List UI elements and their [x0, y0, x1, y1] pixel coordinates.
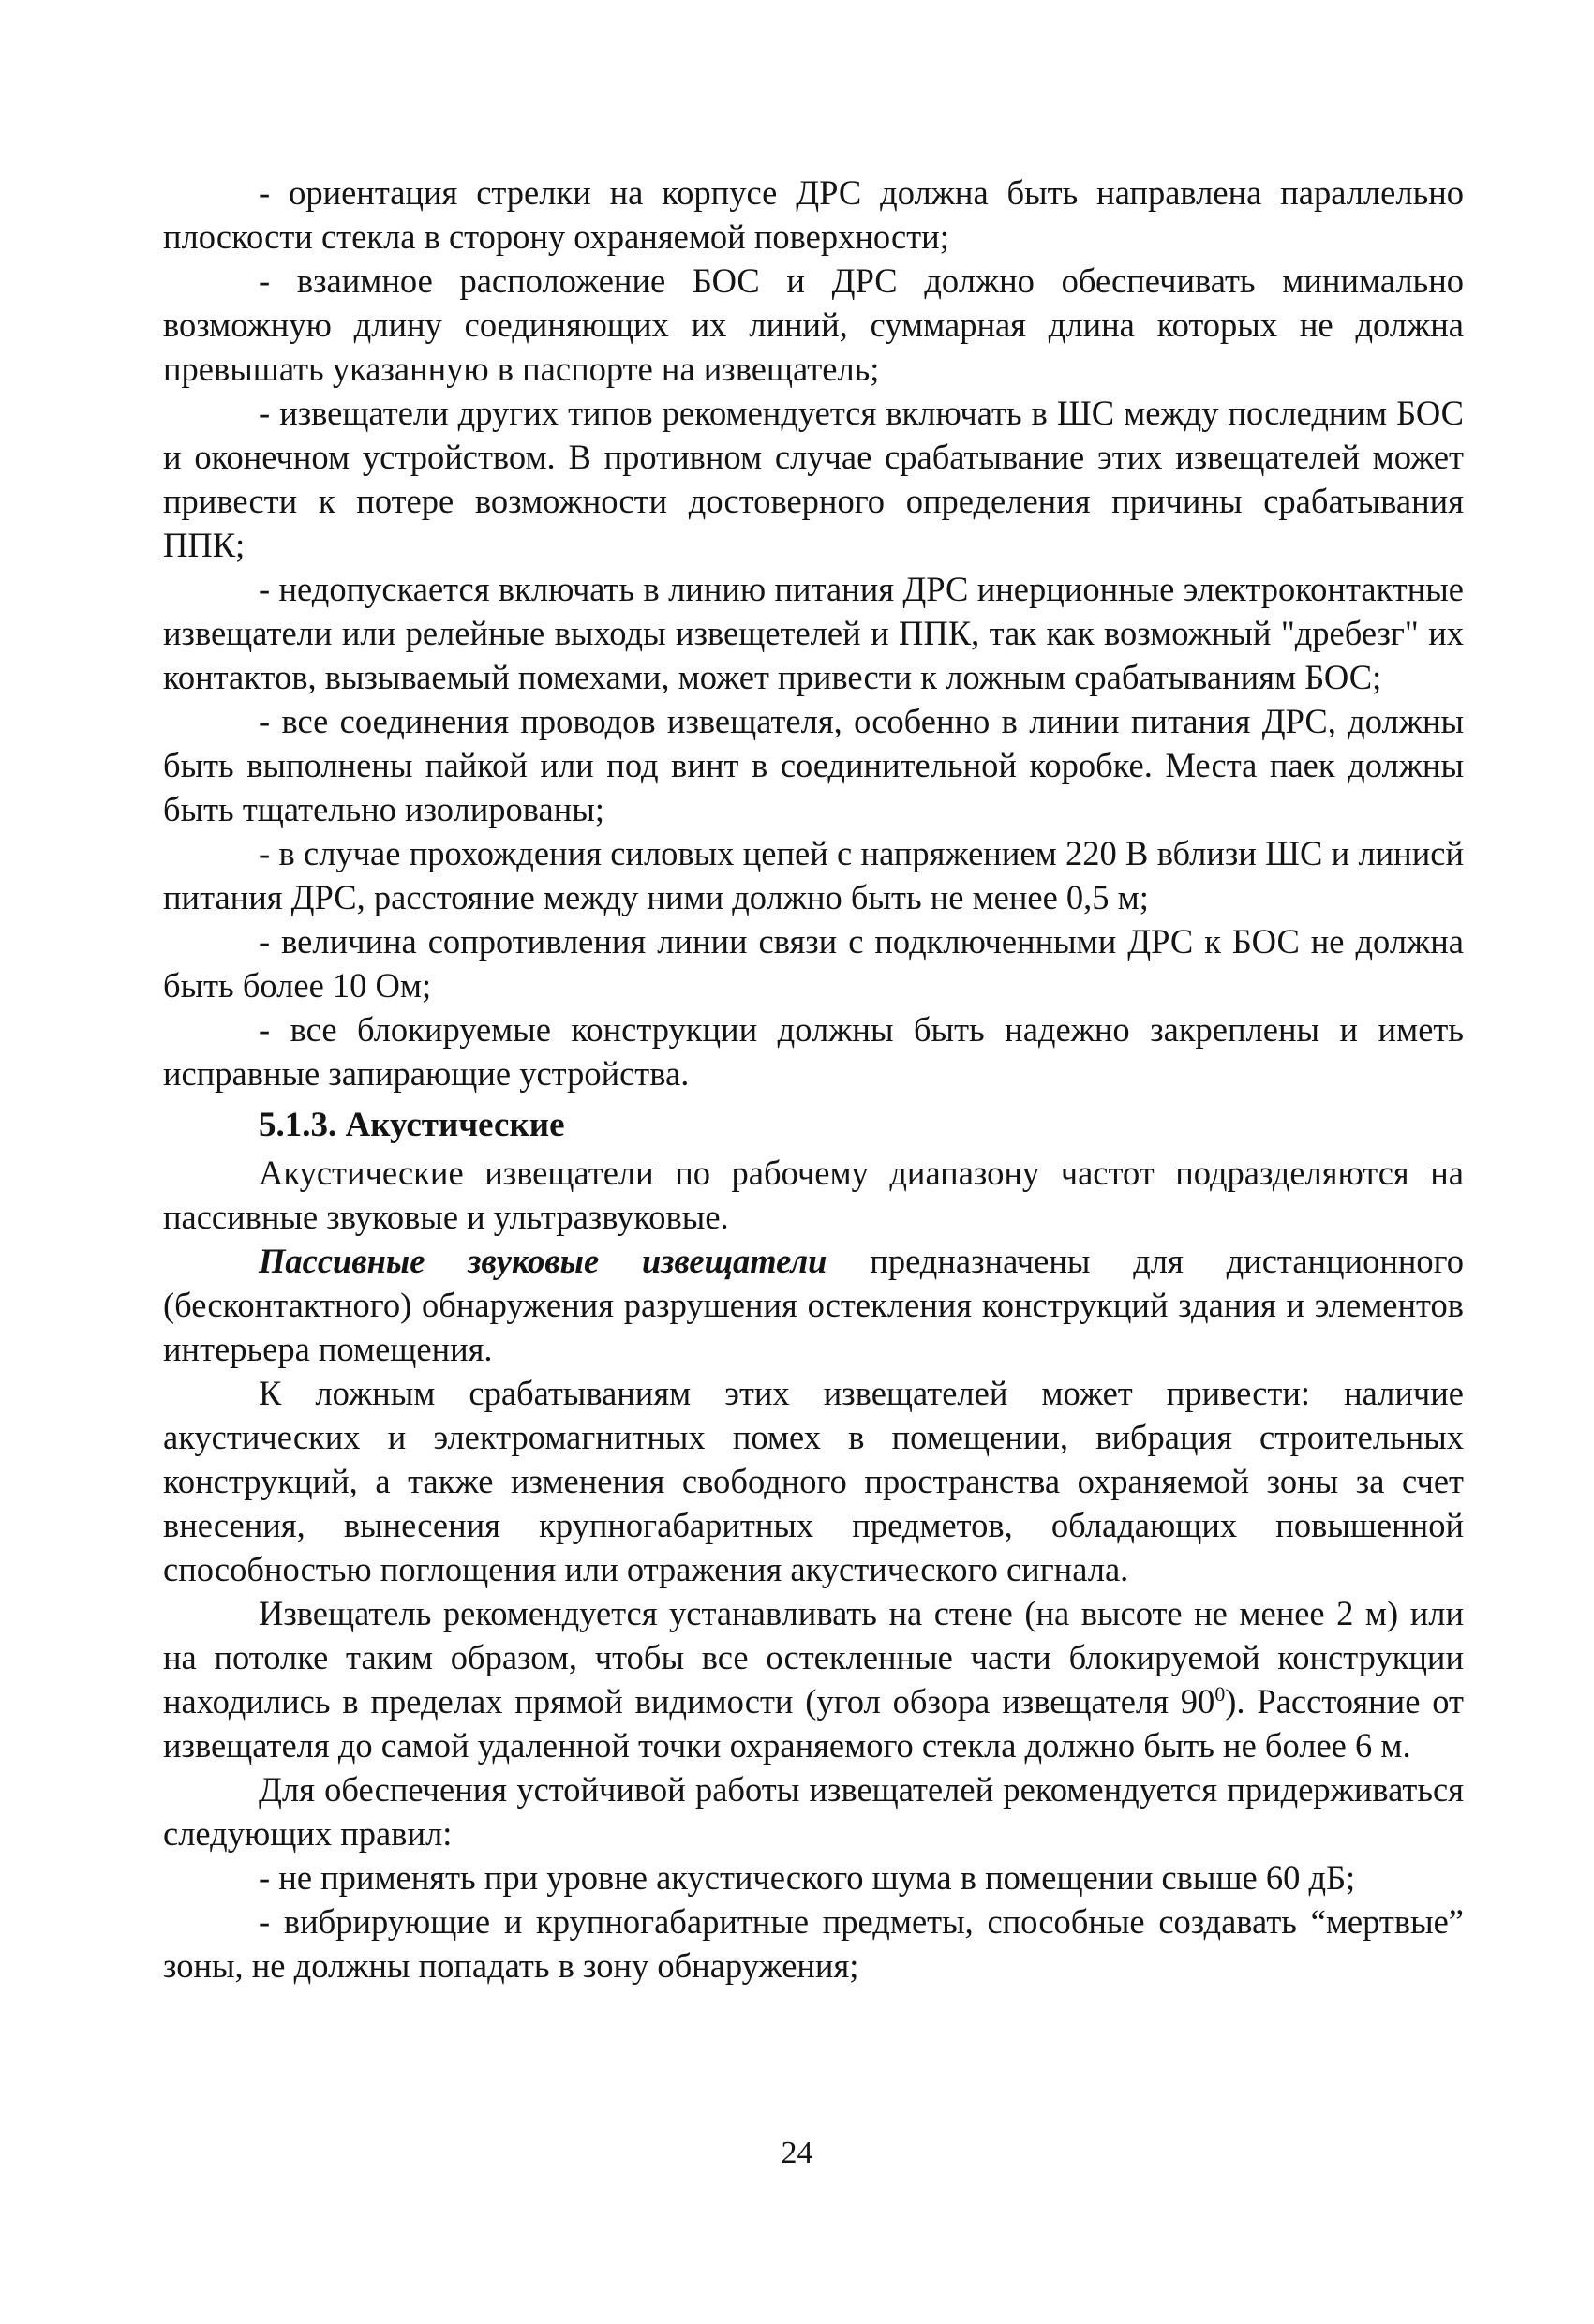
paragraph-stable-operation: Для обеспечения устойчивой работы извещателей рекомендуется придерживаться следующих правил: [163, 1770, 1464, 1853]
paragraph-installation [163, 1591, 1464, 1767]
paragraph-power-circuits: - в случае прохождения силовых цепей с напряжением 220 В вблизи ШС и линисй питания ДРС, расстояние между ними должно быть не менее 0,5 м; [163, 834, 1464, 916]
paragraph-passive-sound [163, 1239, 1464, 1371]
paragraph-arrow-orientation: - ориентация стрелки на корпусе ДРС должна быть направлена параллельно плоскости стекла в сторону охраняемой поверхности; [163, 173, 1464, 256]
page-number: 24 [781, 2136, 813, 2170]
page-body [163, 171, 1464, 1988]
paragraph-line-resistance: - величина сопротивления линии связи с подключенными ДРС к БОС не должна быть более 10 Ом; [163, 922, 1464, 1005]
degree-superscript: 0 [1214, 1681, 1226, 1706]
paragraph-dead-zones: - вибрирующие и крупногабаритные предметы, способные создавать “мертвые” зоны, не должны попадать в зону обнаружения; [163, 1902, 1464, 1985]
paragraph-acoustic-intro: Акустические извещатели по рабочему диапазону частот подразделяются на пассивные звуковые и ультразвуковые. [163, 1154, 1464, 1236]
paragraph-other-detectors: - извещатели других типов рекомендуется включать в ШС между последним БОС и оконечном устройством. В противном случае срабатывание этих извещателей может привести к потере возможности достоверного определения причины срабатывания ППК; [163, 394, 1464, 564]
term-passive-sound-detectors: Пассивные звуковые извещатели [259, 1242, 827, 1280]
installation-text-b: ). Расстояние от извещателя до самой удаленной точки охраняемого стекла должно быть не более 6 м. [163, 1682, 1464, 1765]
section-heading: 5.1.3. Акустические [259, 1106, 565, 1144]
installation-text-a: Извещатель рекомендуется устанавливать на стене (на высоте не менее 2 м) или на потолке таким образом, чтобы все остекленные части блокируемой конструкции находились в пределах прямой видимости (угол обзора извещателя 90 [163, 1594, 1464, 1721]
paragraph-bos-drs-placement: - взаимное расположение БОС и ДРС должно обеспечивать минимально возможную длину соединяющих их линий, суммарная длина которых не должна превышать указанную в паспорте на извещатель; [163, 261, 1464, 388]
paragraph-wire-connections: - все соединения проводов извещателя, особенно в линии питания ДРС, должны быть выполнены пайкой или под винт в соединительной коробке. Места паек должны быть тщательно изолированы; [163, 702, 1464, 828]
paragraph-noise-limit: - не применять при уровне акустического шума в помещении свыше 60 дБ; [259, 1858, 1356, 1897]
paragraph-false-alarms: К ложным срабатываниям этих извещателей может привести: наличие акустических и электромагнитных помех в помещении, вибрация строительных конструкций, а также изменения свободного пространства охраняемой зоны за счет внесения, вынесения крупногабаритных предметов, обладающих повышенной способностью поглощения или отражения акустического сигнала. [163, 1374, 1464, 1588]
paragraph-inertial-contacts: - недопускается включать в линию питания ДРС инерционные электроконтактные извещатели или релейные выходы извещетелей и ППК, так как возможный "дребезг" их контактов, вызываемый помехами, может привести к ложным срабатываниям БОС; [163, 570, 1464, 696]
paragraph-passive-sound-text: предназначены для дистанционного (бесконтактного) обнаружения разрушения остекления конструкций здания и элементов интерьера помещения. [163, 1242, 1464, 1368]
paragraph-blocked-structures: - все блокируемые конструкции должны быть надежно закреплены и иметь исправные запирающие устройства. [163, 1010, 1464, 1093]
